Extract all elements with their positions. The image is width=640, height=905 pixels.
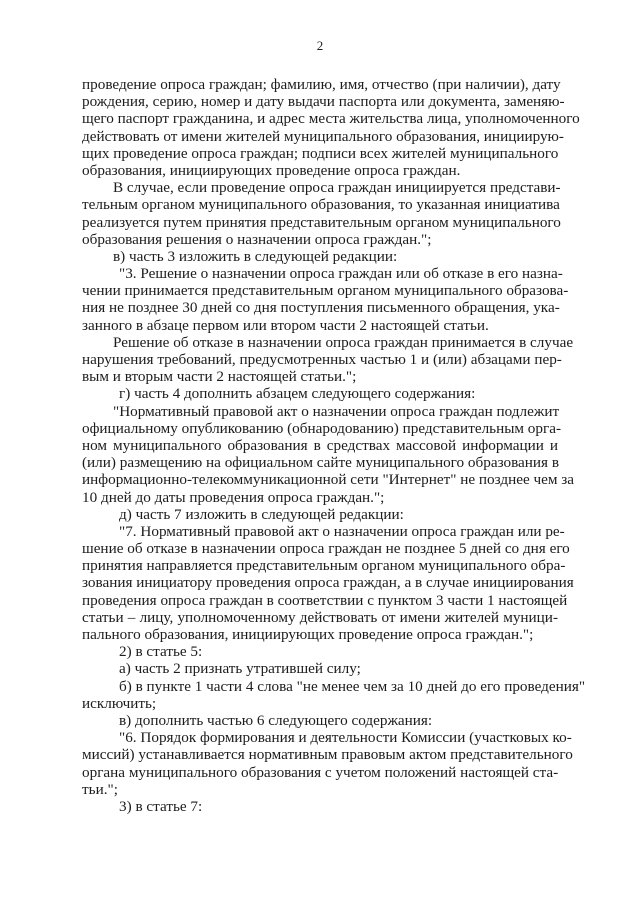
paragraph-line: вым и вторым части 2 настоящей статьи."; — [82, 368, 357, 386]
paragraph-line: миссий) устанавливается нормативным правовым актом представительного — [82, 746, 573, 764]
paragraph-line: пального образования, инициирующих проведение опроса граждан."; — [82, 626, 534, 643]
paragraph-line: В случае, если проведение опроса граждан инициируется представи- — [113, 179, 561, 197]
paragraph-line: ния не позднее 30 дней со дня поступления письменного обращения, ука- — [82, 299, 560, 317]
paragraph-line: информационно-телекоммуникационной сети "Интернет" не позднее чем за — [82, 471, 575, 489]
paragraph-line: щего паспорт гражданина, и адрес места жительства лица, уполномоченного — [82, 110, 580, 128]
paragraph-line: тельным органом муниципального образования, то указанная инициатива — [82, 196, 560, 214]
paragraph-line: г) часть 4 дополнить абзацем следующего содержания: — [119, 385, 476, 403]
paragraph-line: принятия направляется представительным органом муниципального обра- — [82, 557, 566, 575]
paragraph-line: занного в абзаце первом или втором части 2 настоящей статьи. — [82, 316, 489, 334]
paragraph-line: "6. Порядок формирования и деятельности Комиссии (участковых ко- — [119, 729, 572, 747]
paragraph-line: чении принимается представительным органом муниципального образова- — [82, 282, 569, 300]
paragraph-line: щих проведение опроса граждан; подписи всех жителей муниципального — [82, 144, 559, 162]
paragraph-line: ном муниципального образования в средствах массовой информации и — [82, 436, 558, 454]
paragraph-line: 2) в статье 5: — [119, 643, 203, 661]
paragraph-line: официальному опубликованию (обнародованию) представительным орга- — [82, 419, 562, 437]
paragraph-line: образования решения о назначении опроса граждан."; — [82, 230, 432, 248]
paragraph-line: "3. Решение о назначении опроса граждан или об отказе в его назна- — [119, 265, 563, 283]
paragraph-line: зования инициатору проведения опроса граждан, а в случае инициирования — [82, 574, 574, 592]
paragraph-line: проведение опроса граждан; фамилию, имя, отчество (при наличии), дату — [82, 76, 561, 93]
paragraph-line: проведения опроса граждан в соответствии с пунктом 3 части 1 настоящей — [82, 591, 568, 609]
paragraph-line: нарушения требований, предусмотренных частью 1 и (или) абзацами пер- — [82, 351, 562, 368]
paragraph-line: органа муниципального образования с учетом положений настоящей ста- — [82, 763, 559, 781]
paragraph-line: действовать от имени жителей муниципального образования, инициирую- — [82, 127, 564, 145]
page-number: 2 — [316, 38, 324, 53]
paragraph-line: статьи – лицу, уполномоченному действовать от имени жителей муници- — [82, 608, 558, 626]
body-text — [82, 76, 586, 815]
paragraph-line: д) часть 7 изложить в следующей редакции: — [119, 505, 404, 523]
paragraph-line: а) часть 2 признать утратившей силу; — [119, 660, 361, 678]
paragraph-line: тьи."; — [82, 780, 118, 798]
paragraph-line: исключить; — [82, 694, 157, 712]
paragraph-line: (или) размещению на официальном сайте муниципального образования в — [82, 454, 559, 472]
paragraph-line: 3) в статье 7: — [119, 797, 203, 815]
paragraph-line: шение об отказе в назначении опроса граждан не позднее 5 дней со дня его — [82, 540, 570, 558]
paragraph-line: реализуется путем принятия представительным органом муниципального — [82, 213, 561, 231]
paragraph-line: в) часть 3 изложить в следующей редакции: — [113, 247, 398, 265]
paragraph-line: образования, инициирующих проведение опроса граждан. — [82, 161, 461, 179]
paragraph-line: б) в пункте 1 части 4 слова "не менее чем за 10 дней до его проведения" — [119, 677, 586, 695]
paragraph-line: рождения, серию, номер и дату выдачи паспорта или документа, заменяю- — [82, 93, 565, 111]
paragraph-line: "7. Нормативный правовой акт о назначении опроса граждан или ре- — [119, 522, 565, 540]
paragraph-line: в) дополнить частью 6 следующего содержания: — [119, 711, 433, 729]
paragraph-line: 10 дней до даты проведения опроса граждан."; — [82, 488, 385, 506]
paragraph-line: Решение об отказе в назначении опроса граждан принимается в случае — [113, 333, 574, 351]
paragraph-line: "Нормативный правовой акт о назначении опроса граждан подлежит — [113, 402, 560, 420]
